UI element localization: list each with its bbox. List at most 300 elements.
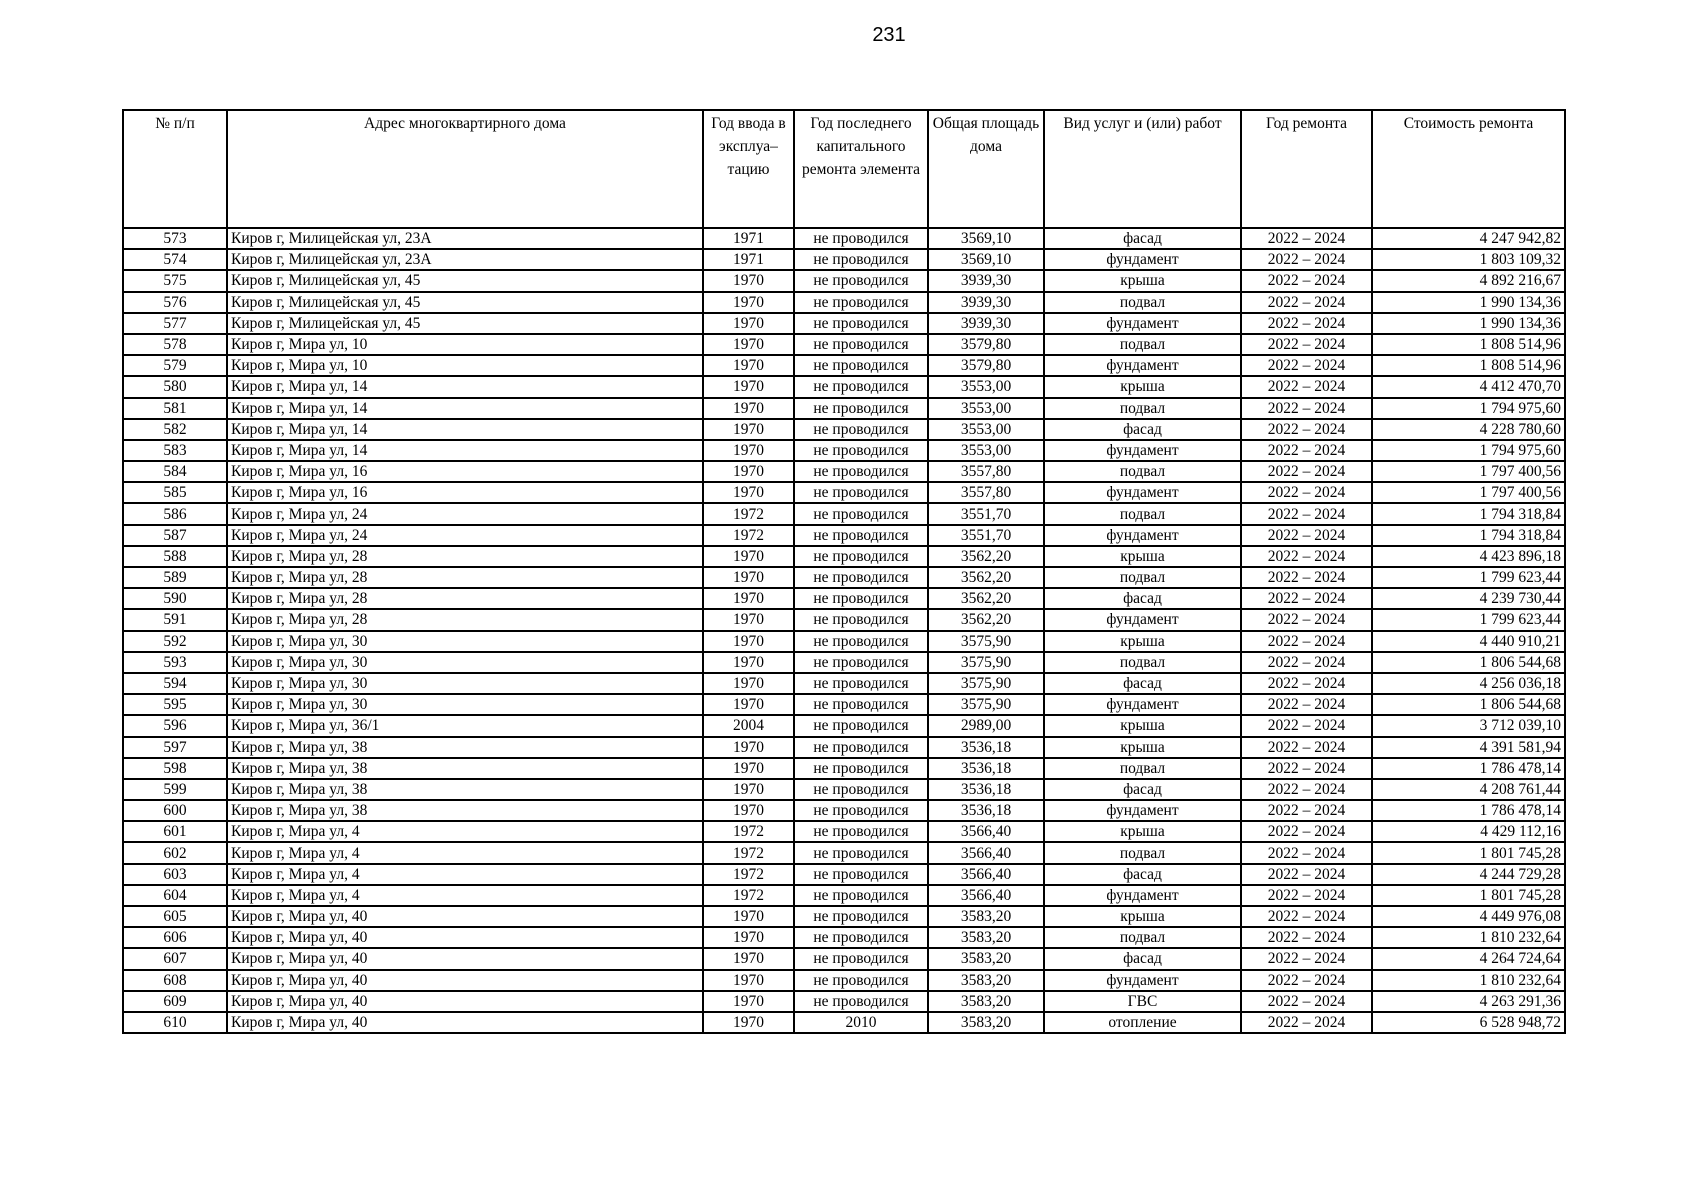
cell-address: Киров г, Мира ул, 40 <box>227 991 703 1012</box>
cell-repair-year: 2022 – 2024 <box>1241 334 1372 355</box>
cell-work-type: фасад <box>1044 948 1241 969</box>
cell-total-area: 3583,20 <box>928 948 1044 969</box>
cell-commission-year: 1970 <box>703 334 794 355</box>
cell-repair-cost: 1 806 544,68 <box>1372 652 1565 673</box>
cell-address: Киров г, Мира ул, 24 <box>227 525 703 546</box>
cell-work-type: фасад <box>1044 228 1241 249</box>
cell-row-number: 601 <box>123 821 227 842</box>
cell-row-number: 592 <box>123 631 227 652</box>
cell-total-area: 3553,00 <box>928 419 1044 440</box>
cell-repair-cost: 1 810 232,64 <box>1372 970 1565 991</box>
cell-row-number: 597 <box>123 737 227 758</box>
cell-last-repair-year: не проводился <box>794 906 928 927</box>
table-row <box>123 228 1565 249</box>
cell-commission-year: 1970 <box>703 631 794 652</box>
cell-last-repair-year: не проводился <box>794 398 928 419</box>
cell-repair-cost: 4 228 780,60 <box>1372 419 1565 440</box>
cell-commission-year: 1970 <box>703 1012 794 1033</box>
cell-total-area: 3939,30 <box>928 292 1044 313</box>
cell-repair-cost: 1 797 400,56 <box>1372 461 1565 482</box>
cell-total-area: 3536,18 <box>928 758 1044 779</box>
repair-registry-table <box>122 109 1566 1034</box>
cell-commission-year: 1971 <box>703 228 794 249</box>
table-row <box>123 991 1565 1012</box>
cell-commission-year: 1970 <box>703 270 794 291</box>
page-number: 231 <box>872 24 906 46</box>
cell-repair-year: 2022 – 2024 <box>1241 482 1372 503</box>
table-row <box>123 821 1565 842</box>
cell-total-area: 3566,40 <box>928 842 1044 863</box>
cell-total-area: 3575,90 <box>928 631 1044 652</box>
cell-repair-year: 2022 – 2024 <box>1241 927 1372 948</box>
cell-last-repair-year: не проводился <box>794 313 928 334</box>
cell-address: Киров г, Мира ул, 28 <box>227 609 703 630</box>
cell-repair-year: 2022 – 2024 <box>1241 355 1372 376</box>
cell-work-type: подвал <box>1044 842 1241 863</box>
table-row <box>123 546 1565 567</box>
cell-last-repair-year: не проводился <box>794 758 928 779</box>
cell-last-repair-year: 2010 <box>794 1012 928 1033</box>
cell-repair-year: 2022 – 2024 <box>1241 1012 1372 1033</box>
cell-commission-year: 1972 <box>703 503 794 524</box>
cell-total-area: 3562,20 <box>928 609 1044 630</box>
cell-repair-year: 2022 – 2024 <box>1241 313 1372 334</box>
cell-row-number: 596 <box>123 715 227 736</box>
cell-repair-cost: 4 256 036,18 <box>1372 673 1565 694</box>
header-work-type: Вид услуг и (или) работ <box>1044 110 1241 228</box>
cell-last-repair-year: не проводился <box>794 673 928 694</box>
cell-row-number: 577 <box>123 313 227 334</box>
table-row <box>123 398 1565 419</box>
cell-commission-year: 1972 <box>703 842 794 863</box>
cell-commission-year: 1972 <box>703 864 794 885</box>
cell-address: Киров г, Мира ул, 16 <box>227 482 703 503</box>
cell-total-area: 3536,18 <box>928 737 1044 758</box>
cell-repair-year: 2022 – 2024 <box>1241 567 1372 588</box>
cell-last-repair-year: не проводился <box>794 334 928 355</box>
cell-row-number: 594 <box>123 673 227 694</box>
cell-repair-year: 2022 – 2024 <box>1241 503 1372 524</box>
cell-row-number: 603 <box>123 864 227 885</box>
cell-repair-year: 2022 – 2024 <box>1241 398 1372 419</box>
cell-repair-year: 2022 – 2024 <box>1241 885 1372 906</box>
cell-commission-year: 1970 <box>703 758 794 779</box>
cell-row-number: 579 <box>123 355 227 376</box>
cell-last-repair-year: не проводился <box>794 970 928 991</box>
cell-row-number: 584 <box>123 461 227 482</box>
table-header-row <box>123 110 1565 228</box>
cell-repair-cost: 4 208 761,44 <box>1372 779 1565 800</box>
cell-address: Киров г, Милицейская ул, 23А <box>227 249 703 270</box>
cell-row-number: 591 <box>123 609 227 630</box>
cell-repair-cost: 1 806 544,68 <box>1372 694 1565 715</box>
cell-work-type: фасад <box>1044 864 1241 885</box>
cell-work-type: подвал <box>1044 503 1241 524</box>
cell-commission-year: 1970 <box>703 419 794 440</box>
table-row <box>123 567 1565 588</box>
cell-total-area: 3553,00 <box>928 398 1044 419</box>
table-row <box>123 927 1565 948</box>
cell-last-repair-year: не проводился <box>794 503 928 524</box>
table-row <box>123 609 1565 630</box>
cell-repair-cost: 4 449 976,08 <box>1372 906 1565 927</box>
cell-work-type: подвал <box>1044 927 1241 948</box>
cell-work-type: крыша <box>1044 376 1241 397</box>
cell-last-repair-year: не проводился <box>794 991 928 1012</box>
cell-commission-year: 1970 <box>703 652 794 673</box>
cell-work-type: фундамент <box>1044 355 1241 376</box>
cell-address: Киров г, Мира ул, 10 <box>227 355 703 376</box>
cell-repair-cost: 4 244 729,28 <box>1372 864 1565 885</box>
cell-work-type: фундамент <box>1044 800 1241 821</box>
cell-row-number: 574 <box>123 249 227 270</box>
cell-address: Киров г, Мира ул, 28 <box>227 588 703 609</box>
cell-address: Киров г, Мира ул, 28 <box>227 567 703 588</box>
table-row <box>123 334 1565 355</box>
cell-repair-cost: 4 263 291,36 <box>1372 991 1565 1012</box>
cell-work-type: подвал <box>1044 292 1241 313</box>
cell-last-repair-year: не проводился <box>794 885 928 906</box>
cell-row-number: 608 <box>123 970 227 991</box>
cell-work-type: фундамент <box>1044 440 1241 461</box>
cell-address: Киров г, Мира ул, 30 <box>227 694 703 715</box>
table-row <box>123 1012 1565 1033</box>
cell-last-repair-year: не проводился <box>794 652 928 673</box>
cell-row-number: 602 <box>123 842 227 863</box>
cell-row-number: 598 <box>123 758 227 779</box>
cell-total-area: 3566,40 <box>928 821 1044 842</box>
cell-repair-year: 2022 – 2024 <box>1241 546 1372 567</box>
cell-total-area: 3939,30 <box>928 313 1044 334</box>
cell-address: Киров г, Мира ул, 28 <box>227 546 703 567</box>
header-commission-year: Год ввода в эксплуа–тацию <box>703 110 794 228</box>
cell-repair-year: 2022 – 2024 <box>1241 228 1372 249</box>
cell-last-repair-year: не проводился <box>794 864 928 885</box>
cell-last-repair-year: не проводился <box>794 525 928 546</box>
cell-address: Киров г, Мира ул, 38 <box>227 800 703 821</box>
cell-address: Киров г, Мира ул, 30 <box>227 631 703 652</box>
cell-commission-year: 1970 <box>703 991 794 1012</box>
cell-repair-cost: 4 429 112,16 <box>1372 821 1565 842</box>
cell-work-type: подвал <box>1044 398 1241 419</box>
cell-address: Киров г, Милицейская ул, 45 <box>227 270 703 291</box>
cell-commission-year: 1970 <box>703 546 794 567</box>
cell-repair-year: 2022 – 2024 <box>1241 948 1372 969</box>
cell-work-type: фундамент <box>1044 313 1241 334</box>
cell-repair-cost: 1 803 109,32 <box>1372 249 1565 270</box>
cell-last-repair-year: не проводился <box>794 292 928 313</box>
table-row <box>123 376 1565 397</box>
table-row <box>123 313 1565 334</box>
table-row <box>123 355 1565 376</box>
cell-row-number: 580 <box>123 376 227 397</box>
cell-repair-cost: 4 440 910,21 <box>1372 631 1565 652</box>
cell-commission-year: 1970 <box>703 355 794 376</box>
cell-commission-year: 1970 <box>703 588 794 609</box>
cell-repair-year: 2022 – 2024 <box>1241 461 1372 482</box>
cell-total-area: 3551,70 <box>928 503 1044 524</box>
cell-row-number: 575 <box>123 270 227 291</box>
cell-total-area: 3557,80 <box>928 461 1044 482</box>
cell-repair-year: 2022 – 2024 <box>1241 376 1372 397</box>
cell-last-repair-year: не проводился <box>794 376 928 397</box>
cell-last-repair-year: не проводился <box>794 821 928 842</box>
cell-last-repair-year: не проводился <box>794 948 928 969</box>
cell-commission-year: 1970 <box>703 673 794 694</box>
cell-work-type: крыша <box>1044 906 1241 927</box>
cell-last-repair-year: не проводился <box>794 270 928 291</box>
cell-row-number: 586 <box>123 503 227 524</box>
cell-row-number: 573 <box>123 228 227 249</box>
header-total-area: Общая площадь дома <box>928 110 1044 228</box>
header-repair-cost: Стоимость ремонта <box>1372 110 1565 228</box>
cell-repair-year: 2022 – 2024 <box>1241 758 1372 779</box>
cell-work-type: отопление <box>1044 1012 1241 1033</box>
table-row <box>123 652 1565 673</box>
cell-total-area: 3557,80 <box>928 482 1044 503</box>
cell-work-type: подвал <box>1044 567 1241 588</box>
cell-address: Киров г, Мира ул, 14 <box>227 376 703 397</box>
cell-work-type: подвал <box>1044 758 1241 779</box>
cell-repair-year: 2022 – 2024 <box>1241 270 1372 291</box>
cell-total-area: 3569,10 <box>928 249 1044 270</box>
cell-row-number: 600 <box>123 800 227 821</box>
cell-row-number: 610 <box>123 1012 227 1033</box>
cell-row-number: 609 <box>123 991 227 1012</box>
cell-total-area: 3536,18 <box>928 800 1044 821</box>
cell-row-number: 576 <box>123 292 227 313</box>
cell-repair-year: 2022 – 2024 <box>1241 673 1372 694</box>
table-row <box>123 715 1565 736</box>
table-row <box>123 864 1565 885</box>
cell-row-number: 583 <box>123 440 227 461</box>
cell-work-type: крыша <box>1044 715 1241 736</box>
cell-work-type: фасад <box>1044 588 1241 609</box>
cell-repair-year: 2022 – 2024 <box>1241 588 1372 609</box>
table-row <box>123 758 1565 779</box>
table-body <box>123 228 1565 1033</box>
table-row <box>123 737 1565 758</box>
cell-repair-year: 2022 – 2024 <box>1241 906 1372 927</box>
cell-total-area: 3569,10 <box>928 228 1044 249</box>
table-row <box>123 525 1565 546</box>
cell-commission-year: 1970 <box>703 800 794 821</box>
cell-row-number: 588 <box>123 546 227 567</box>
cell-address: Киров г, Мира ул, 16 <box>227 461 703 482</box>
cell-row-number: 593 <box>123 652 227 673</box>
cell-total-area: 3562,20 <box>928 546 1044 567</box>
header-last-repair-year: Год последнего капитального ремонта элемента <box>794 110 928 228</box>
cell-commission-year: 1970 <box>703 398 794 419</box>
cell-repair-year: 2022 – 2024 <box>1241 440 1372 461</box>
cell-commission-year: 1970 <box>703 313 794 334</box>
cell-address: Киров г, Мира ул, 10 <box>227 334 703 355</box>
cell-total-area: 3575,90 <box>928 694 1044 715</box>
cell-repair-cost: 1 794 318,84 <box>1372 503 1565 524</box>
cell-total-area: 3553,00 <box>928 376 1044 397</box>
cell-repair-cost: 1 990 134,36 <box>1372 292 1565 313</box>
cell-work-type: крыша <box>1044 737 1241 758</box>
cell-repair-cost: 6 528 948,72 <box>1372 1012 1565 1033</box>
cell-work-type: фундамент <box>1044 482 1241 503</box>
cell-address: Киров г, Мира ул, 40 <box>227 1012 703 1033</box>
cell-total-area: 3583,20 <box>928 970 1044 991</box>
table-row <box>123 948 1565 969</box>
cell-last-repair-year: не проводился <box>794 609 928 630</box>
cell-row-number: 606 <box>123 927 227 948</box>
cell-commission-year: 1970 <box>703 737 794 758</box>
cell-row-number: 587 <box>123 525 227 546</box>
cell-commission-year: 1970 <box>703 461 794 482</box>
cell-repair-cost: 1 786 478,14 <box>1372 800 1565 821</box>
cell-work-type: крыша <box>1044 270 1241 291</box>
cell-repair-cost: 1 990 134,36 <box>1372 313 1565 334</box>
cell-address: Киров г, Мира ул, 40 <box>227 970 703 991</box>
table-row <box>123 631 1565 652</box>
cell-address: Киров г, Мира ул, 4 <box>227 885 703 906</box>
cell-address: Киров г, Мира ул, 38 <box>227 758 703 779</box>
cell-repair-year: 2022 – 2024 <box>1241 631 1372 652</box>
cell-commission-year: 1970 <box>703 482 794 503</box>
cell-commission-year: 1971 <box>703 249 794 270</box>
cell-commission-year: 1970 <box>703 376 794 397</box>
cell-last-repair-year: не проводился <box>794 715 928 736</box>
cell-work-type: крыша <box>1044 821 1241 842</box>
cell-commission-year: 1972 <box>703 525 794 546</box>
cell-address: Киров г, Мира ул, 14 <box>227 398 703 419</box>
cell-row-number: 581 <box>123 398 227 419</box>
cell-commission-year: 1970 <box>703 694 794 715</box>
cell-last-repair-year: не проводился <box>794 228 928 249</box>
cell-total-area: 3579,80 <box>928 355 1044 376</box>
cell-last-repair-year: не проводился <box>794 588 928 609</box>
cell-total-area: 3551,70 <box>928 525 1044 546</box>
cell-repair-cost: 1 786 478,14 <box>1372 758 1565 779</box>
cell-work-type: крыша <box>1044 631 1241 652</box>
cell-work-type: крыша <box>1044 546 1241 567</box>
cell-repair-cost: 1 797 400,56 <box>1372 482 1565 503</box>
cell-commission-year: 1970 <box>703 948 794 969</box>
cell-repair-year: 2022 – 2024 <box>1241 737 1372 758</box>
cell-repair-cost: 4 412 470,70 <box>1372 376 1565 397</box>
cell-address: Киров г, Мира ул, 14 <box>227 440 703 461</box>
cell-repair-year: 2022 – 2024 <box>1241 694 1372 715</box>
cell-work-type: подвал <box>1044 652 1241 673</box>
cell-work-type: фасад <box>1044 419 1241 440</box>
cell-commission-year: 1970 <box>703 779 794 800</box>
cell-address: Киров г, Милицейская ул, 23А <box>227 228 703 249</box>
cell-row-number: 599 <box>123 779 227 800</box>
cell-repair-year: 2022 – 2024 <box>1241 525 1372 546</box>
cell-last-repair-year: не проводился <box>794 737 928 758</box>
cell-work-type: подвал <box>1044 334 1241 355</box>
cell-last-repair-year: не проводился <box>794 482 928 503</box>
cell-total-area: 3562,20 <box>928 588 1044 609</box>
table-row <box>123 440 1565 461</box>
cell-repair-cost: 1 794 318,84 <box>1372 525 1565 546</box>
cell-work-type: фасад <box>1044 779 1241 800</box>
cell-address: Киров г, Мира ул, 40 <box>227 906 703 927</box>
cell-address: Киров г, Мира ул, 30 <box>227 673 703 694</box>
cell-commission-year: 1970 <box>703 440 794 461</box>
cell-total-area: 3575,90 <box>928 652 1044 673</box>
cell-address: Киров г, Мира ул, 24 <box>227 503 703 524</box>
cell-repair-cost: 1 801 745,28 <box>1372 842 1565 863</box>
cell-last-repair-year: не проводился <box>794 779 928 800</box>
cell-repair-year: 2022 – 2024 <box>1241 292 1372 313</box>
cell-total-area: 3583,20 <box>928 927 1044 948</box>
cell-total-area: 3562,20 <box>928 567 1044 588</box>
cell-repair-cost: 1 801 745,28 <box>1372 885 1565 906</box>
header-address: Адрес многоквартирного дома <box>227 110 703 228</box>
cell-repair-year: 2022 – 2024 <box>1241 419 1372 440</box>
cell-repair-year: 2022 – 2024 <box>1241 609 1372 630</box>
cell-row-number: 605 <box>123 906 227 927</box>
cell-last-repair-year: не проводился <box>794 461 928 482</box>
cell-commission-year: 1970 <box>703 927 794 948</box>
cell-address: Киров г, Мира ул, 40 <box>227 927 703 948</box>
cell-work-type: фасад <box>1044 673 1241 694</box>
table-row <box>123 673 1565 694</box>
cell-repair-year: 2022 – 2024 <box>1241 249 1372 270</box>
cell-repair-cost: 4 264 724,64 <box>1372 948 1565 969</box>
header-number: № п/п <box>123 110 227 228</box>
cell-address: Киров г, Мира ул, 4 <box>227 821 703 842</box>
cell-commission-year: 1970 <box>703 906 794 927</box>
header-repair-year: Год ремонта <box>1241 110 1372 228</box>
cell-row-number: 585 <box>123 482 227 503</box>
cell-work-type: фундамент <box>1044 525 1241 546</box>
cell-repair-year: 2022 – 2024 <box>1241 779 1372 800</box>
cell-repair-cost: 1 799 623,44 <box>1372 609 1565 630</box>
cell-total-area: 3583,20 <box>928 906 1044 927</box>
cell-commission-year: 1972 <box>703 885 794 906</box>
table-row <box>123 588 1565 609</box>
cell-repair-year: 2022 – 2024 <box>1241 970 1372 991</box>
cell-work-type: фундамент <box>1044 885 1241 906</box>
cell-work-type: фундамент <box>1044 249 1241 270</box>
cell-repair-cost: 1 808 514,96 <box>1372 355 1565 376</box>
cell-repair-year: 2022 – 2024 <box>1241 800 1372 821</box>
cell-last-repair-year: не проводился <box>794 419 928 440</box>
cell-row-number: 604 <box>123 885 227 906</box>
cell-repair-cost: 4 247 942,82 <box>1372 228 1565 249</box>
cell-row-number: 578 <box>123 334 227 355</box>
cell-address: Киров г, Мира ул, 36/1 <box>227 715 703 736</box>
cell-row-number: 589 <box>123 567 227 588</box>
table-row <box>123 270 1565 291</box>
cell-commission-year: 1970 <box>703 292 794 313</box>
cell-address: Киров г, Милицейская ул, 45 <box>227 292 703 313</box>
cell-repair-cost: 4 423 896,18 <box>1372 546 1565 567</box>
cell-total-area: 3566,40 <box>928 885 1044 906</box>
cell-address: Киров г, Мира ул, 4 <box>227 842 703 863</box>
cell-commission-year: 1970 <box>703 609 794 630</box>
cell-total-area: 3579,80 <box>928 334 1044 355</box>
cell-repair-cost: 1 799 623,44 <box>1372 567 1565 588</box>
table-row <box>123 970 1565 991</box>
cell-repair-year: 2022 – 2024 <box>1241 991 1372 1012</box>
cell-total-area: 3939,30 <box>928 270 1044 291</box>
table-row <box>123 694 1565 715</box>
cell-repair-year: 2022 – 2024 <box>1241 842 1372 863</box>
cell-last-repair-year: не проводился <box>794 249 928 270</box>
table-row <box>123 503 1565 524</box>
cell-row-number: 595 <box>123 694 227 715</box>
cell-total-area: 3575,90 <box>928 673 1044 694</box>
cell-total-area: 3583,20 <box>928 991 1044 1012</box>
cell-repair-year: 2022 – 2024 <box>1241 864 1372 885</box>
